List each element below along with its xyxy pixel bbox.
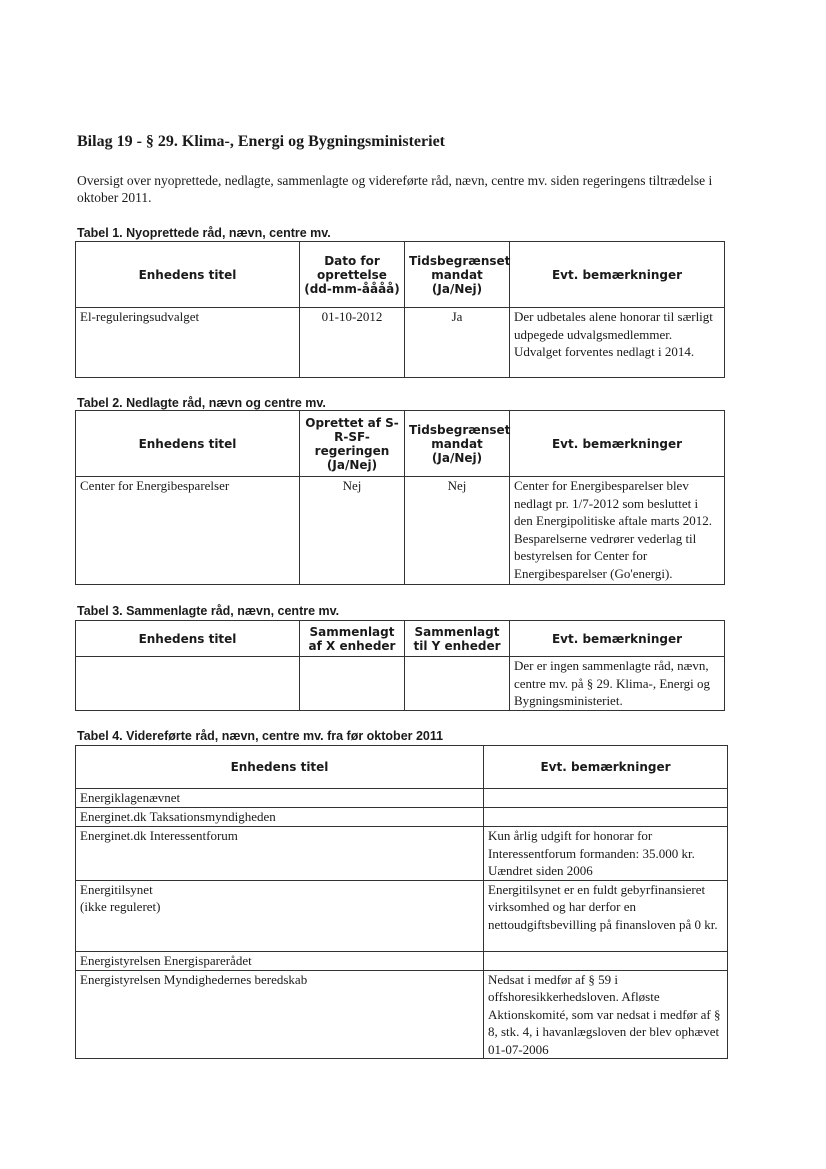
table-row bbox=[76, 808, 728, 827]
table3-header: Enhedens titel bbox=[76, 621, 300, 657]
table-cell: Energistyrelsen Myndighedernes beredskab bbox=[76, 970, 484, 1059]
table3-caption: Tabel 3. Sammenlagte råd, nævn, centre mv. bbox=[77, 604, 340, 618]
table-cell: Energistyrelsen Energisparerådet bbox=[76, 951, 484, 970]
table-cell: El-reguleringsudvalget bbox=[76, 308, 300, 378]
table-cell: Energitilsynet (ikke reguleret) bbox=[76, 880, 484, 951]
table3-header: Sammenlagt af X enheder bbox=[300, 621, 405, 657]
table3-header: Sammenlagt til Y enheder bbox=[405, 621, 510, 657]
table-row bbox=[76, 880, 728, 951]
table-cell: Energinet.dk Interessentforum bbox=[76, 827, 484, 881]
table-cell bbox=[484, 808, 728, 827]
table-cell bbox=[300, 657, 405, 711]
table-row bbox=[76, 951, 728, 970]
table-cell bbox=[76, 657, 300, 711]
table2-header: Enhedens titel bbox=[76, 411, 300, 477]
table1-header: Tidsbegrænset mandat (Ja/Nej) bbox=[405, 242, 510, 308]
table4-header: Evt. bemærkninger bbox=[484, 746, 728, 789]
table-cell: Kun årlig udgift for honorar for Interessentforum formanden: 35.000 kr. Uændret siden 2006 bbox=[484, 827, 728, 881]
table-cell: Ja bbox=[405, 308, 510, 378]
table-cell bbox=[484, 951, 728, 970]
table4-header: Enhedens titel bbox=[76, 746, 484, 789]
table3-header: Evt. bemærkninger bbox=[510, 621, 725, 657]
table4-caption: Tabel 4. Videreførte råd, nævn, centre mv. fra før oktober 2011 bbox=[77, 729, 444, 743]
table-row bbox=[76, 789, 728, 808]
table-row bbox=[76, 657, 725, 711]
table3-header-row bbox=[76, 621, 725, 657]
table2 bbox=[75, 410, 725, 585]
table2-header: Oprettet af S-R-SF-regeringen (Ja/Nej) bbox=[300, 411, 405, 477]
table-cell bbox=[484, 789, 728, 808]
table-cell: Energitilsynet er en fuldt gebyrfinansieret virksomhed og har derfor en nettoudgiftsbevilling på finansloven på 0 kr. bbox=[484, 880, 728, 951]
table2-header-row bbox=[76, 411, 725, 477]
table-cell bbox=[405, 657, 510, 711]
table-row bbox=[76, 477, 725, 585]
table-cell: Der er ingen sammenlagte råd, nævn, centre mv. på § 29. Klima-, Energi og Bygningsministeriet. bbox=[510, 657, 725, 711]
table-cell: Nej bbox=[405, 477, 510, 585]
table-cell: Center for Energibesparelser bbox=[76, 477, 300, 585]
table-cell: Center for Energibesparelser blev nedlagt pr. 1/7-2012 som besluttet i den Energipolitiske aftale marts 2012. Besparelserne vedrører vederlag til bestyrelsen for Center for Energibesparelser (Go'energi). bbox=[510, 477, 725, 585]
table2-header: Tidsbegrænset mandat (Ja/Nej) bbox=[405, 411, 510, 477]
table4 bbox=[75, 745, 728, 1059]
table-cell: Nej bbox=[300, 477, 405, 585]
table1-header: Evt. bemærkninger bbox=[510, 242, 725, 308]
table2-header: Evt. bemærkninger bbox=[510, 411, 725, 477]
table-cell: Energinet.dk Taksationsmyndigheden bbox=[76, 808, 484, 827]
table-cell: Energiklagenævnet bbox=[76, 789, 484, 808]
table1 bbox=[75, 241, 725, 378]
table1-header: Enhedens titel bbox=[76, 242, 300, 308]
table-row bbox=[76, 308, 725, 378]
table1-caption: Tabel 1. Nyoprettede råd, nævn, centre mv. bbox=[77, 226, 331, 240]
table3 bbox=[75, 620, 725, 711]
table-cell: Nedsat i medfør af § 59 i offshoresikkerhedsloven. Afløste Aktionskomité, som var nedsat i medfør af § 8, stk. 4, i havanlægsloven der blev ophævet 01-07-2006 bbox=[484, 970, 728, 1059]
table-cell: 01-10-2012 bbox=[300, 308, 405, 378]
table2-caption: Tabel 2. Nedlagte råd, nævn og centre mv. bbox=[77, 396, 326, 410]
table1-header: Dato for oprettelse (dd-mm-åååå) bbox=[300, 242, 405, 308]
intro-paragraph: Oversigt over nyoprettede, nedlagte, sammenlagte og videreførte råd, nævn, centre mv. siden regeringens tiltrædelse i oktober 2011. bbox=[77, 173, 713, 205]
table-cell: Der udbetales alene honorar til særligt udpegede udvalgsmedlemmer. Udvalget forventes nedlagt i 2014. bbox=[510, 308, 725, 378]
table-row bbox=[76, 827, 728, 881]
document-title: Bilag 19 - § 29. Klima-, Energi og Bygningsministeriet bbox=[77, 133, 445, 150]
table1-header-row bbox=[76, 242, 725, 308]
table-row bbox=[76, 970, 728, 1059]
table4-header-row bbox=[76, 746, 728, 789]
